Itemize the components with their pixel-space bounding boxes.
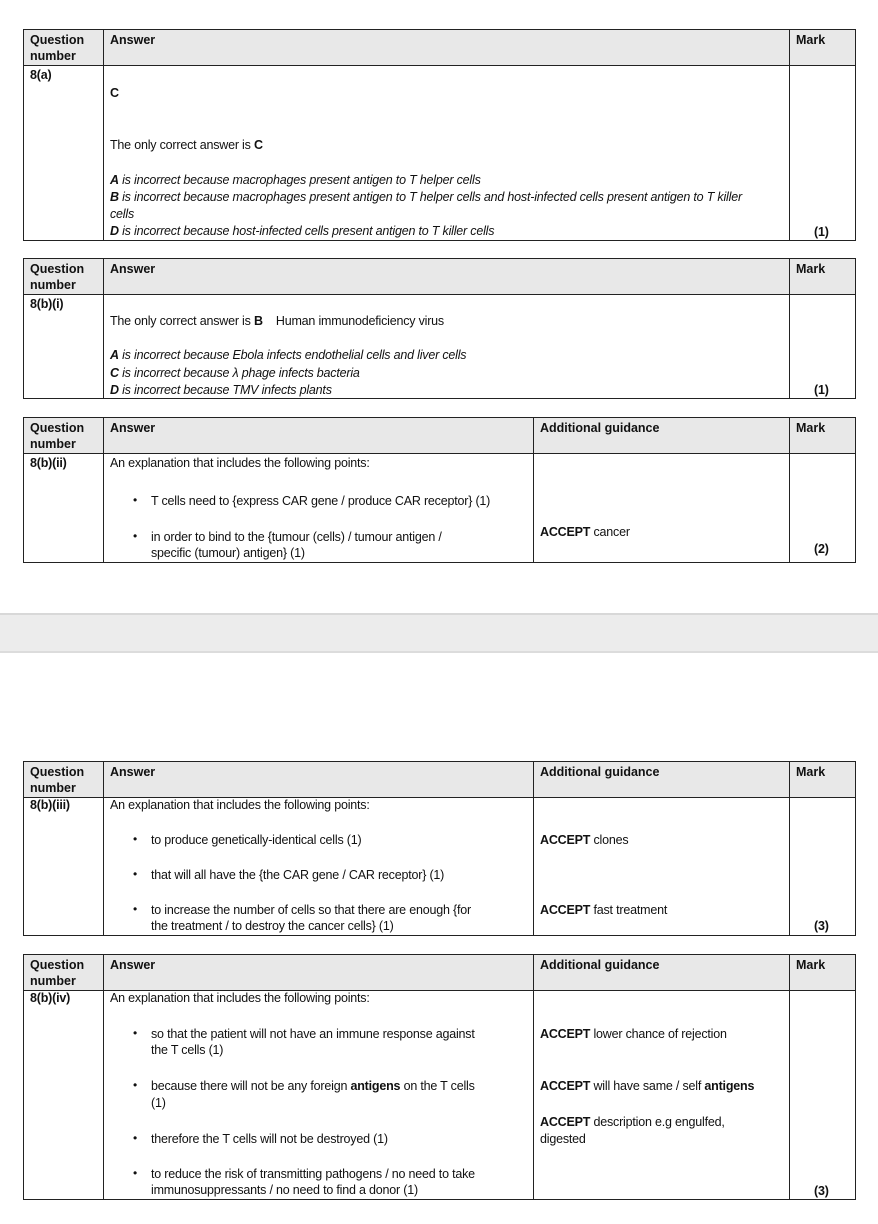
page-break bbox=[0, 613, 878, 653]
bullet-icon: • bbox=[133, 1166, 138, 1180]
mark-value: (1) bbox=[814, 225, 829, 239]
question-number: 8(b)(iii) bbox=[30, 798, 70, 812]
question-8bii-table bbox=[23, 417, 856, 563]
answer-intro: An explanation that includes the following points: bbox=[110, 798, 370, 812]
point-1: so that the patient will not have an immune response against bbox=[151, 1027, 475, 1041]
incorrect-a: A is incorrect because macrophages present antigen to T helper cells bbox=[110, 173, 481, 187]
question-8biii-table bbox=[23, 761, 856, 936]
guidance-accept-2: ACCEPT will have same / self antigens bbox=[540, 1079, 755, 1093]
header-answer: Answer bbox=[110, 33, 156, 47]
guidance-accept-1: ACCEPT clones bbox=[540, 833, 629, 847]
header-guidance: Additional guidance bbox=[540, 421, 660, 435]
question-8biv-table bbox=[23, 954, 856, 1200]
header-question: Question bbox=[30, 262, 85, 276]
bullet-icon: • bbox=[133, 493, 138, 507]
point-2: that will all have the {the CAR gene / CAR receptor} (1) bbox=[151, 868, 445, 882]
question-8a-table bbox=[23, 29, 856, 241]
point-3: therefore the T cells will not be destroyed (1) bbox=[151, 1132, 388, 1146]
answer-intro: An explanation that includes the following points: bbox=[110, 456, 370, 470]
mark-value: (2) bbox=[814, 542, 829, 556]
header-answer: Answer bbox=[110, 765, 156, 779]
point-1-cont: the T cells (1) bbox=[151, 1043, 224, 1057]
header-number: number bbox=[30, 781, 76, 795]
question-number: 8(b)(i) bbox=[30, 297, 64, 311]
header-guidance: Additional guidance bbox=[540, 958, 660, 972]
point-2: because there will not be any foreign antigens on the T cells bbox=[151, 1079, 475, 1093]
point-2-cont: (1) bbox=[151, 1096, 166, 1110]
bullet-icon: • bbox=[133, 867, 138, 881]
mark-value: (3) bbox=[814, 1184, 829, 1198]
answer-intro: An explanation that includes the following points: bbox=[110, 991, 370, 1005]
question-number: 8(b)(iv) bbox=[30, 991, 71, 1005]
incorrect-c: C is incorrect because λ phage infects bacteria bbox=[110, 366, 360, 380]
table-header bbox=[24, 30, 855, 66]
bullet-icon: • bbox=[133, 832, 138, 846]
header-number: number bbox=[30, 974, 76, 988]
header-number: number bbox=[30, 49, 76, 63]
incorrect-b: B is incorrect because macrophages present antigen to T helper cells and host-infected cells present antigen to T killer bbox=[110, 190, 742, 204]
header-mark: Mark bbox=[796, 262, 826, 276]
point-4-cont: immunosuppressants / no need to find a donor (1) bbox=[151, 1183, 418, 1197]
incorrect-a: A is incorrect because Ebola infects endothelial cells and liver cells bbox=[110, 348, 467, 362]
mark-value: (1) bbox=[814, 383, 829, 397]
question-8bi-table bbox=[23, 258, 856, 399]
answer-letter: C bbox=[110, 86, 119, 100]
correct-answer-line: The only correct answer is C bbox=[110, 138, 263, 152]
header-answer: Answer bbox=[110, 421, 156, 435]
guidance-accept-2: ACCEPT fast treatment bbox=[540, 903, 668, 917]
header-mark: Mark bbox=[796, 765, 826, 779]
header-question: Question bbox=[30, 958, 85, 972]
header-answer: Answer bbox=[110, 262, 156, 276]
point-1: T cells need to {express CAR gene / produce CAR receptor} (1) bbox=[151, 494, 491, 508]
guidance-accept: ACCEPT cancer bbox=[540, 525, 630, 539]
point-2-cont: specific (tumour) antigen} (1) bbox=[151, 546, 305, 560]
guidance-accept-3: ACCEPT description e.g engulfed, bbox=[540, 1115, 725, 1129]
incorrect-d: D is incorrect because TMV infects plants bbox=[110, 383, 332, 397]
header-mark: Mark bbox=[796, 33, 826, 47]
mark-value: (3) bbox=[814, 919, 829, 933]
point-1: to produce genetically-identical cells (1) bbox=[151, 833, 362, 847]
header-question: Question bbox=[30, 33, 85, 47]
point-4: to reduce the risk of transmitting pathogens / no need to take bbox=[151, 1167, 475, 1181]
incorrect-b-cont: cells bbox=[110, 207, 135, 221]
header-number: number bbox=[30, 278, 76, 292]
point-3: to increase the number of cells so that there are enough {for bbox=[151, 903, 471, 917]
point-3-cont: the treatment / to destroy the cancer cells} (1) bbox=[151, 919, 394, 933]
header-answer: Answer bbox=[110, 958, 156, 972]
incorrect-d: D is incorrect because host-infected cells present antigen to T killer cells bbox=[110, 224, 495, 238]
question-number: 8(a) bbox=[30, 68, 52, 82]
header-question: Question bbox=[30, 421, 85, 435]
guidance-accept-3-cont: digested bbox=[540, 1132, 586, 1146]
correct-answer-line: The only correct answer is B Human immunodeficiency virus bbox=[110, 314, 444, 328]
bullet-icon: • bbox=[133, 1078, 138, 1092]
header-mark: Mark bbox=[796, 421, 826, 435]
header-question: Question bbox=[30, 765, 85, 779]
header-guidance: Additional guidance bbox=[540, 765, 660, 779]
bullet-icon: • bbox=[133, 529, 138, 543]
point-2: in order to bind to the {tumour (cells) / tumour antigen / bbox=[151, 530, 442, 544]
bullet-icon: • bbox=[133, 1131, 138, 1145]
question-number: 8(b)(ii) bbox=[30, 456, 67, 470]
header-mark: Mark bbox=[796, 958, 826, 972]
bullet-icon: • bbox=[133, 1026, 138, 1040]
guidance-accept-1: ACCEPT lower chance of rejection bbox=[540, 1027, 727, 1041]
header-number: number bbox=[30, 437, 76, 451]
bullet-icon: • bbox=[133, 902, 138, 916]
